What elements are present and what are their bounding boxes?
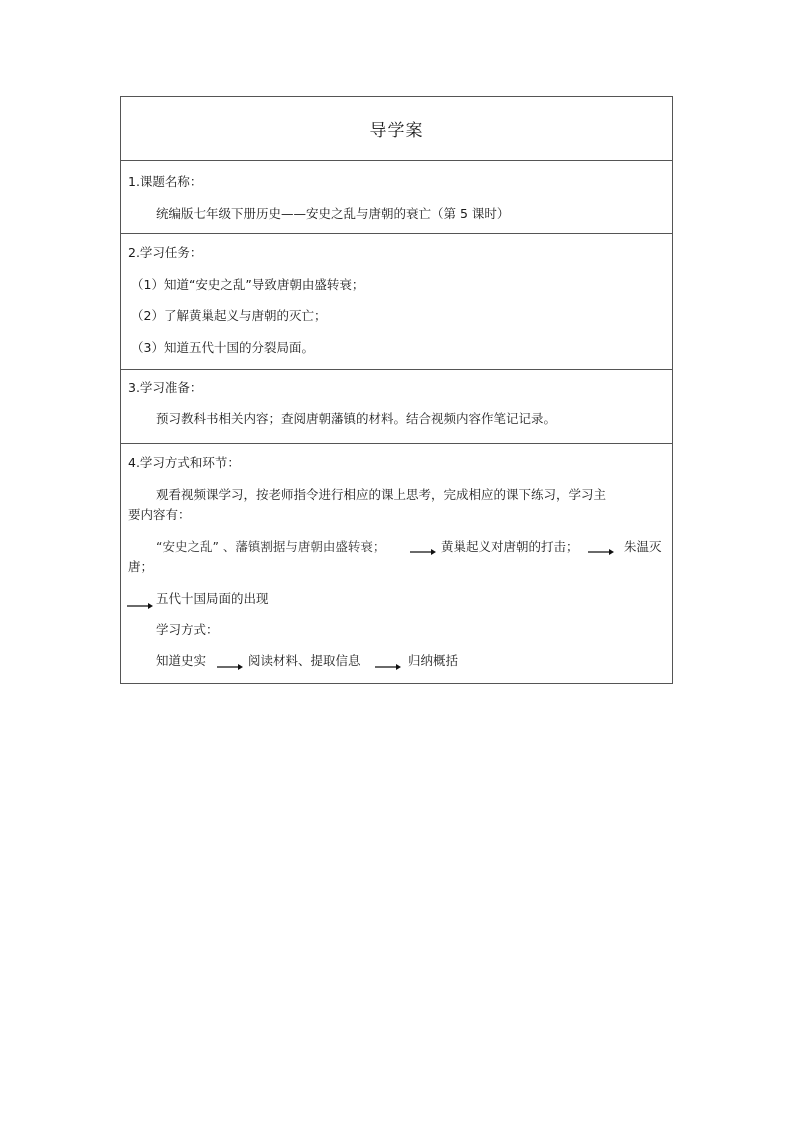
method-3: 归纳概括 [408, 653, 459, 668]
topic-heading: 1.课题名称： [128, 174, 203, 189]
task-item: （3）知道五代十国的分裂局面。 [131, 340, 314, 355]
flow-arrow-icon [588, 548, 614, 550]
tasks-heading: 2.学习任务： [128, 245, 203, 260]
flow-arrow-icon [127, 602, 153, 604]
flow-step-4: 五代十国局面的出现 [156, 591, 269, 606]
method-2: 阅读材料、提取信息 [248, 653, 361, 668]
flow-step-2: 黄巢起义对唐朝的打击； [441, 539, 579, 554]
document-title: 导学案 [369, 121, 424, 141]
methods-intro-line2: 要内容有： [128, 507, 191, 522]
flow-step-1: “安史之乱” 、藩镇割据与唐朝由盛转衰； [156, 539, 386, 554]
methods-intro-line1: 观看视频课学习，按老师指令进行相应的课上思考，完成相应的课下练习，学习主 [156, 487, 607, 502]
flow-step-3b: 唐； [128, 559, 154, 574]
preparation-heading: 3.学习准备： [128, 380, 203, 395]
topic-content: 统编版七年级下册历史——安史之乱与唐朝的衰亡（第 5 课时） [156, 206, 510, 221]
preparation-content: 预习教科书相关内容；查阅唐朝藩镇的材料。结合视频内容作笔记记录。 [156, 411, 557, 426]
methods-heading: 4.学习方式和环节： [128, 455, 240, 470]
flow-arrow-icon [410, 548, 436, 550]
title-row [121, 97, 672, 160]
study-guide-table [120, 96, 673, 684]
task-item: （2）了解黄巢起义与唐朝的灭亡； [131, 308, 327, 323]
method-1: 知道史实 [156, 653, 207, 668]
section-topic [121, 160, 672, 233]
section-methods [121, 443, 672, 683]
task-item: （1）知道“安史之乱”导致唐朝由盛转衰； [131, 277, 365, 292]
methods-label: 学习方式： [156, 622, 219, 637]
flow-step-3a: 朱温灭 [624, 539, 662, 554]
section-tasks [121, 233, 672, 369]
method-arrow-icon [217, 663, 243, 665]
section-preparation [121, 369, 672, 443]
method-arrow-icon [375, 663, 401, 665]
